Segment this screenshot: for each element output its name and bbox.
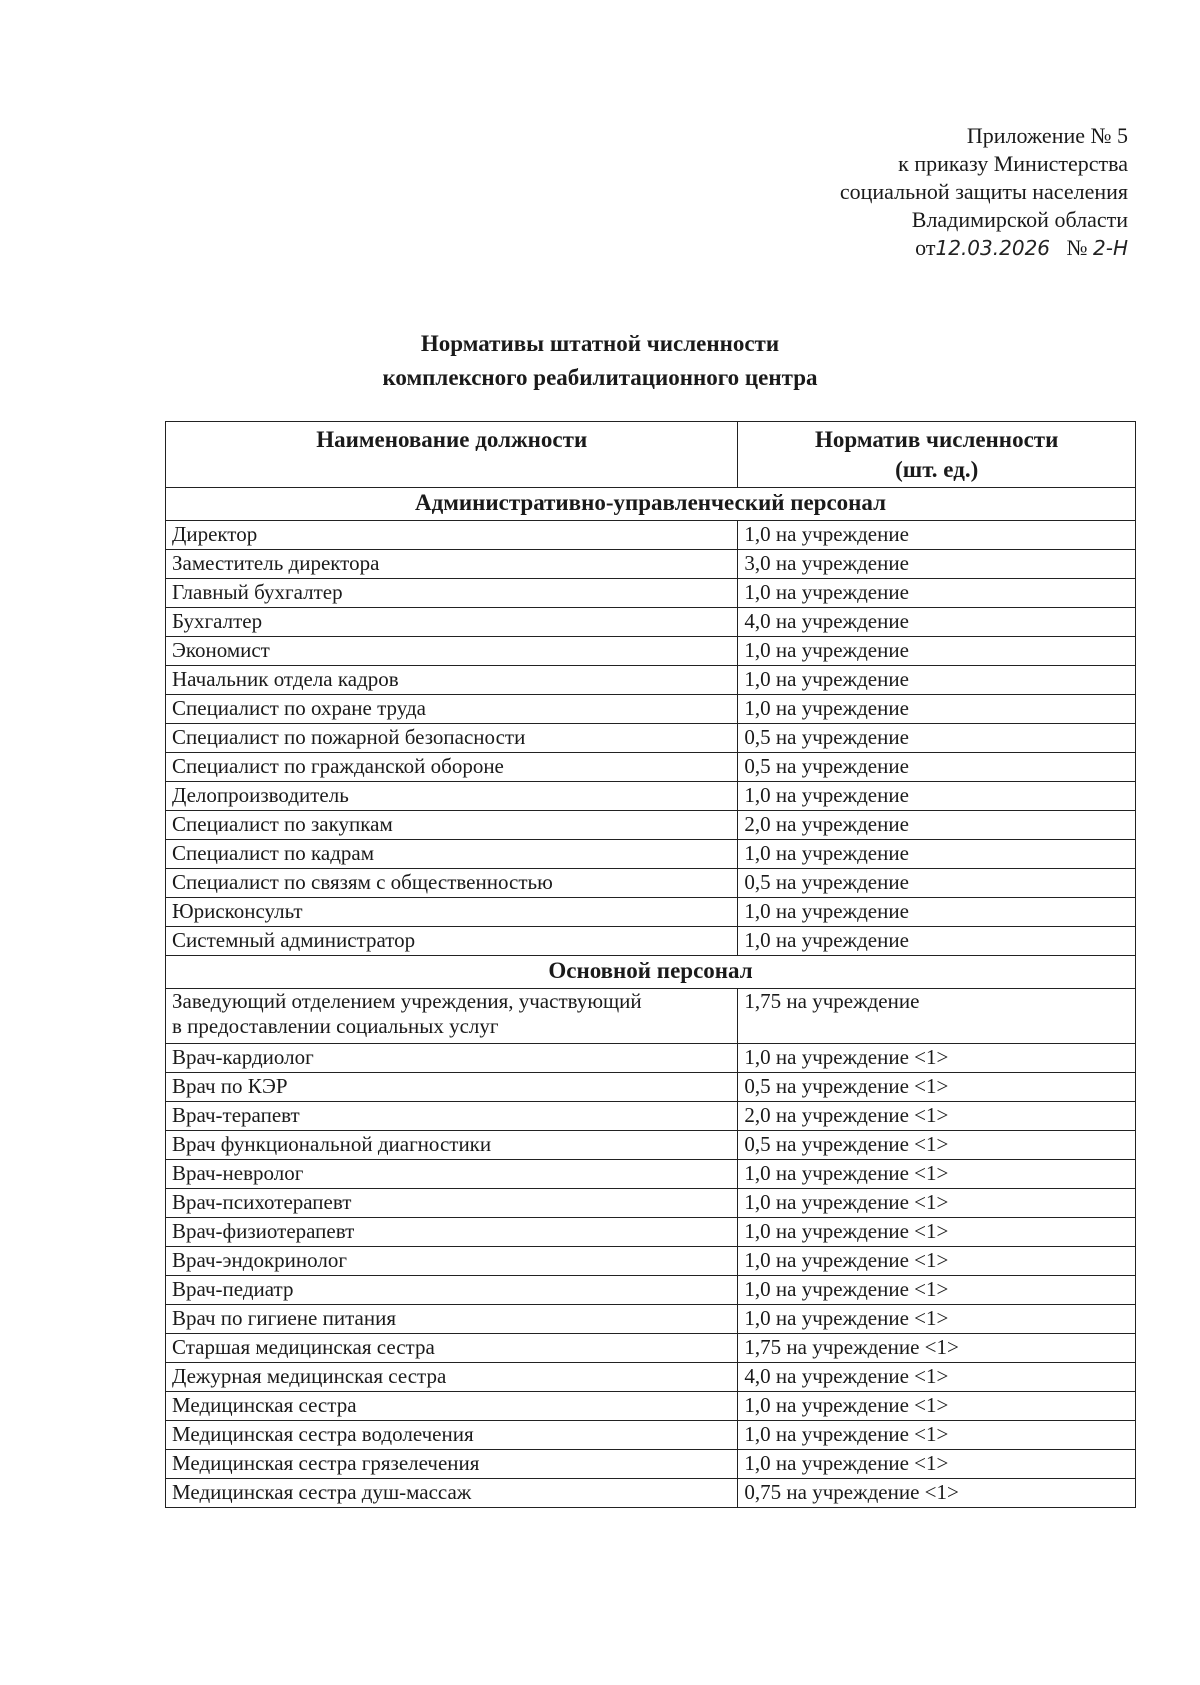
table-row: Специалист по охране труда 1,0 на учреждение [166, 695, 1136, 724]
appendix-date-number [708, 234, 1128, 262]
table-row: Врач по КЭР 0,5 на учреждение <1> [166, 1073, 1136, 1102]
table-row: Врач-физиотерапевт 1,0 на учреждение <1> [166, 1218, 1136, 1247]
table-row: Специалист по гражданской обороне 0,5 на учреждение [166, 753, 1136, 782]
appendix-region: Владимирской области [911, 207, 1128, 232]
table-row: Врач-терапевт 2,0 на учреждение <1> [166, 1102, 1136, 1131]
section-header-admin: Административно-управленческий персонал [166, 488, 1136, 521]
table-row: Медицинская сестра водолечения 1,0 на учреждение <1> [166, 1421, 1136, 1450]
table-row: Дежурная медицинская сестра 4,0 на учреждение <1> [166, 1363, 1136, 1392]
table-row: Врач функциональной диагностики 0,5 на учреждение <1> [166, 1131, 1136, 1160]
table-row: Врач по гигиене питания 1,0 на учреждение <1> [166, 1305, 1136, 1334]
table-row: Медицинская сестра душ-массаж 0,75 на учреждение <1> [166, 1479, 1136, 1508]
column-header-norm: Норматив численности (шт. ед.) [738, 422, 1136, 488]
table-row: Специалист по пожарной безопасности 0,5 на учреждение [166, 724, 1136, 753]
table-row: Заведующий отделением учреждения, участвующий в предоставлении социальных услуг 1,75 на учреждение [166, 989, 1136, 1044]
table-row: Юрисконсульт 1,0 на учреждение [166, 898, 1136, 927]
table-row: Врач-педиатр 1,0 на учреждение <1> [166, 1276, 1136, 1305]
appendix-number: Приложение № 5 [966, 123, 1128, 148]
table-row: Медицинская сестра 1,0 на учреждение <1> [166, 1392, 1136, 1421]
section-header-main: Основной персонал [166, 956, 1136, 989]
appendix-ministry: социальной защиты населения [839, 179, 1128, 204]
table-row: Специалист по кадрам 1,0 на учреждение [166, 840, 1136, 869]
handwritten-date: 12.03.2026 [935, 236, 1051, 260]
appendix-header [708, 122, 1128, 262]
table-row: Врач-эндокринолог 1,0 на учреждение <1> [166, 1247, 1136, 1276]
title-line-1: Нормативы штатной численности [420, 331, 780, 356]
table-row: Врач-кардиолог 1,0 на учреждение <1> [166, 1044, 1136, 1073]
document-title [0, 327, 1200, 395]
table-row: Начальник отдела кадров 1,0 на учреждение [166, 666, 1136, 695]
table-row: Директор 1,0 на учреждение [166, 521, 1136, 550]
staffing-table [165, 421, 1136, 1508]
table-row: Специалист по связям с общественностью 0,5 на учреждение [166, 869, 1136, 898]
table-row: Бухгалтер 4,0 на учреждение [166, 608, 1136, 637]
table-row: Главный бухгалтер 1,0 на учреждение [166, 579, 1136, 608]
table-row: Экономист 1,0 на учреждение [166, 637, 1136, 666]
table-row: Врач-невролог 1,0 на учреждение <1> [166, 1160, 1136, 1189]
table-row: Старшая медицинская сестра 1,75 на учреждение <1> [166, 1334, 1136, 1363]
handwritten-number: 2-Н [1093, 236, 1128, 260]
title-line-2: комплексного реабилитационного центра [382, 365, 818, 390]
table-row: Делопроизводитель 1,0 на учреждение [166, 782, 1136, 811]
table-row: Заместитель директора 3,0 на учреждение [166, 550, 1136, 579]
date-prefix: от [915, 235, 936, 260]
table-row: Специалист по закупкам 2,0 на учреждение [166, 811, 1136, 840]
appendix-order-ref: к приказу Министерства [898, 151, 1128, 176]
table-header-row [166, 422, 1136, 488]
table-row: Врач-психотерапевт 1,0 на учреждение <1> [166, 1189, 1136, 1218]
number-prefix: № [1066, 235, 1088, 260]
table-row: Системный администратор 1,0 на учреждение [166, 927, 1136, 956]
column-header-position: Наименование должности [166, 422, 738, 488]
head-of-department-cell: Заведующий отделением учреждения, участвующий в предоставлении социальных услуг [166, 989, 738, 1044]
table-row: Медицинская сестра грязелечения 1,0 на учреждение <1> [166, 1450, 1136, 1479]
